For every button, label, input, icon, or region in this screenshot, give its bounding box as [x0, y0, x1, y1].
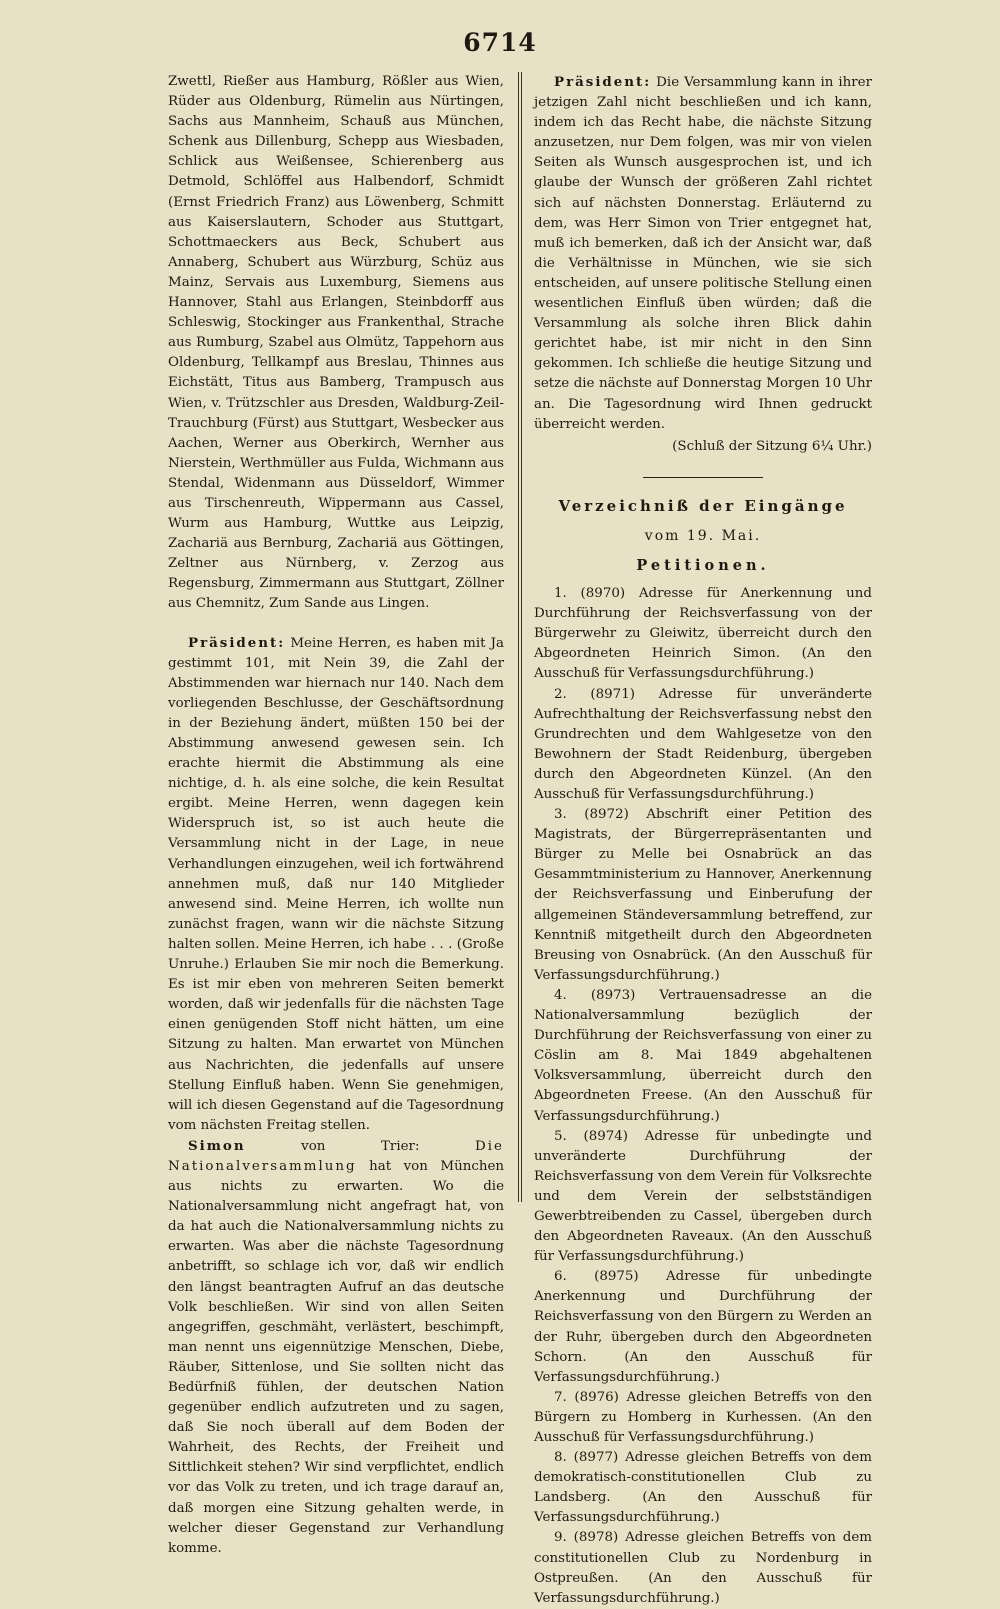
- right-column: [534, 72, 872, 1609]
- petition-item: 1. (8970) Adresse für Anerkennung und Durchführung der Reichsverfassung von der Bürgerwehr zu Gleiwitz, überreicht durch den Abgeordneten Heinrich Simon. (An den Ausschuß für Verfassungsdurchführung.): [534, 586, 872, 682]
- statement-text: Meine Herren, es haben mit Ja gestimmt 101, mit Nein 39, die Zahl der Abstimmenden war hiernach nur 140. Nach dem vorliegenden Beschlusse, der Geschäftsordnung in der Beziehung ändert, müßten 150 bei der Abstimmung anwesend gewesen sein. Ich erachte hiermit die Abstimmung als eine nichtige, d. h. als eine solche, die kein Resultat ergibt. Meine Herren, wenn dagegen kein Widerspruch ist, so ist auch heute die Versammlung nicht in der Lage, in neue Verhandlungen einzugehen, weil ich fortwährend annehmen muß, daß nur 140 Mitglieder anwesend sind. Meine Herren, ich wollte nun zunächst fragen, wann wir die nächste Sitzung halten sollen. Meine Herren, ich habe . . . (Große Unruhe.) Erlauben Sie mir noch die Bemerkung. Es ist mir eben von mehreren Seiten bemerkt worden, daß wir jedenfalls für die nächsten Tage einen genügenden Stoff nicht hätten, um eine Sitzung zu halten. Man erwartet von München aus Nachrichten, die jedenfalls auf unsere Stellung Einfluß haben. Wenn Sie genehmigen, will ich diesen Gegenstand auf die Tagesordnung vom nächsten Freitag stellen.: [168, 635, 504, 1133]
- column-divider: [518, 72, 522, 1202]
- petition-item: 2. (8971) Adresse für unveränderte Aufrechthaltung der Reichsverfassung nebst den Grundrechten und dem Wahlgesetze von den Bewohnern der Stadt Reidenburg, übergeben durch den Abgeordneten Künzel. (An den Ausschuß für Verfassungsdurchführung.): [534, 686, 872, 802]
- petition-item: 3. (8972) Abschrift einer Petition des Magistrats, der Bürgerrepräsentanten und Bürger zu Melle bei Osnabrück an das Gesammtministerium zu Hannover, Anerkennung der Reichsverfassung und Einberufung der allgemeinen Ständeversammlung betreffend, zur Kenntniß mitgetheilt durch den Abgeordneten Breusing von Osnabrück. (An den Ausschuß für Verfassungsdurchführung.): [534, 807, 872, 983]
- speaker-label: Präsident:: [188, 634, 286, 651]
- speaker-origin: von Trier:: [301, 1138, 420, 1154]
- simon-statement: [168, 1136, 504, 1559]
- petition-item: 7. (8976) Adresse gleichen Betreffs von den Bürgern zu Homberg in Kurhessen. (An den Ausschuß für Verfassungsdurchführung.): [534, 1389, 872, 1445]
- president-statement-2: [534, 72, 872, 435]
- petition-item: 4. (8973) Vertrauensadresse an die Nationalversammlung bezüglich der Durchführung der Reichsverfassung von einer zu Cöslin am 8. Mai 1849 abgehaltenen Volksversammlung, überreicht durch den Abgeordneten Freese. (An den Ausschuß für Verfassungsdurchführung.): [534, 987, 872, 1124]
- speaker-label: Präsident:: [554, 74, 652, 90]
- section-heading: Verzeichniß der Eingänge: [558, 496, 848, 515]
- section-divider: [643, 477, 763, 478]
- statement-text: hat von München aus nichts zu erwarten. Wo die Nationalversammlung nicht angefragt hat, von da hat auch die Nationalversammlung nichts zu erwarten. Was aber die nächste Tagesordnung anbetrifft, so schlage ich vor, daß wir endlich den längst beantragten Aufruf an das deutsche Volk beschließen. Wir sind von allen Seiten angegriffen, geschmäht, verlästert, beschimpft, man nennt uns eigennützige Menschen, Diebe, Räuber, Sittenlose, und Sie sollten nicht das Bedürfniß fühlen, der deutschen Nation gegenüber endlich aufzutreten und zu sagen, daß Sie noch überall auf dem Boden der Wahrheit, des Rechts, der Freiheit und Sittlichkeit stehen? Wir sind verpflichtet, endlich vor das Volk zu treten, und ich trage darauf an, daß morgen eine Sitzung gehalten werde, in welcher dieser Gegenstand zur Verhandlung komme.: [168, 1158, 504, 1556]
- member-names-list: Zwettl, Rießer aus Hamburg, Rößler aus Wien, Rüder aus Oldenburg, Rümelin aus Nürtingen, Sachs aus Mannheim, Schauß aus München, Schenk aus Dillenburg, Schepp aus Wiesbaden, Schlick aus Weißensee, Schierenberg aus Detmold, Schlöffel aus Halbendorf, Schmidt (Ernst Friedrich Franz) aus Löwenberg, Schmitt aus Kaiserslautern, Schoder aus Stuttgart, Schottmaeckers aus Beck, Schubert aus Annaberg, Schubert aus Würzburg, Schüz aus Mainz, Servais aus Luxemburg, Siemens aus Hannover, Stahl aus Erlangen, Steinbdorff aus Schleswig, Stockinger aus Frankenthal, Strache aus Rumburg, Szabel aus Olmütz, Tappehorn aus Oldenburg, Tellkampf aus Breslau, Thinnes aus Eichstätt, Titus aus Bamberg, Trampusch aus Wien, v. Trützschler aus Dresden, Waldburg-Zeil-Trauchburg (Fürst) aus Stuttgart, Wesbecker aus Aachen, Werner aus Oberkirch, Wernher aus Nierstein, Werthmüller aus Fulda, Wichmann aus Stendal, Widenmann aus Düsseldorf, Wimmer aus Tirschenreuth, Wippermann aus Cassel, Wurm aus Hamburg, Wuttke aus Leipzig, Zachariä aus Bernburg, Zachariä aus Göttingen, Zeltner aus Nürnberg, v. Zerzog aus Regensburg, Zimmermann aus Stuttgart, Zöllner aus Chemnitz, Zum Sande aus Lingen.: [168, 74, 504, 612]
- section-date: vom 19. Mai.: [644, 527, 762, 544]
- petition-item: 8. (8977) Adresse gleichen Betreffs von dem demokratisch-constitutionellen Club zu Landsberg. (An den Ausschuß für Verfassungsdurchführung.): [534, 1450, 872, 1526]
- left-column: [168, 72, 504, 1559]
- petition-item: 5. (8974) Adresse für unbedingte und unveränderte Durchführung der Reichsverfassung von dem Verein für Volksrechte und dem Verein der selbstständigen Gewerbtreibenden zu Cassel, übergeben durch den Abgeordneten Raveaux. (An den Ausschuß für Verfassungsdurchführung.): [534, 1128, 872, 1265]
- petition-item: 9. (8978) Adresse gleichen Betreffs von dem constitutionellen Club zu Nordenburg in Ostpreußen. (An den Ausschuß für Verfassungsdurchführung.): [534, 1530, 872, 1606]
- page-number: 6714: [463, 28, 537, 57]
- statement-text: Die Versammlung kann in ihrer jetzigen Zahl nicht beschließen und ich kann, indem ich das Recht habe, die nächste Sitzung anzusetzen, nur Dem folgen, was mir von vielen Seiten als Wunsch ausgesprochen ist, und ich glaube der Wunsch der größeren Zahl richtet sich auf nächsten Donnerstag. Erläuternd zu dem, was Herr Simon von Trier entgegnet hat, muß ich bemerken, daß ich der Ansicht war, daß die Verhältnisse in München, wie sie sich entscheiden, auf unsere politische Stellung einen wesentlichen Einfluß üben würden; daß die Versammlung als solche ihren Blick dahin gerichtet habe, ist mir nicht in den Sinn gekommen. Ich schließe die heutige Sitzung und setze die nächste auf Donnerstag Morgen 10 Uhr an. Die Tagesordnung wird Ihnen gedruckt überreicht werden.: [534, 75, 872, 432]
- president-statement-1: [168, 633, 504, 1136]
- session-closing: (Schluß der Sitzung 6¼ Uhr.): [672, 438, 872, 454]
- subsection-heading: Petitionen.: [636, 556, 770, 574]
- petition-item: 6. (8975) Adresse für unbedingte Anerkennung und Durchführung der Reichsverfassung von den Bürgern zu Werden an der Ruhr, übergeben durch den Abgeordneten Schorn. (An den Ausschuß für Verfassungsdurchführung.): [534, 1269, 872, 1385]
- speaker-label: Simon: [188, 1137, 246, 1154]
- statement-lead: Die Nationalversammlung: [168, 1138, 504, 1174]
